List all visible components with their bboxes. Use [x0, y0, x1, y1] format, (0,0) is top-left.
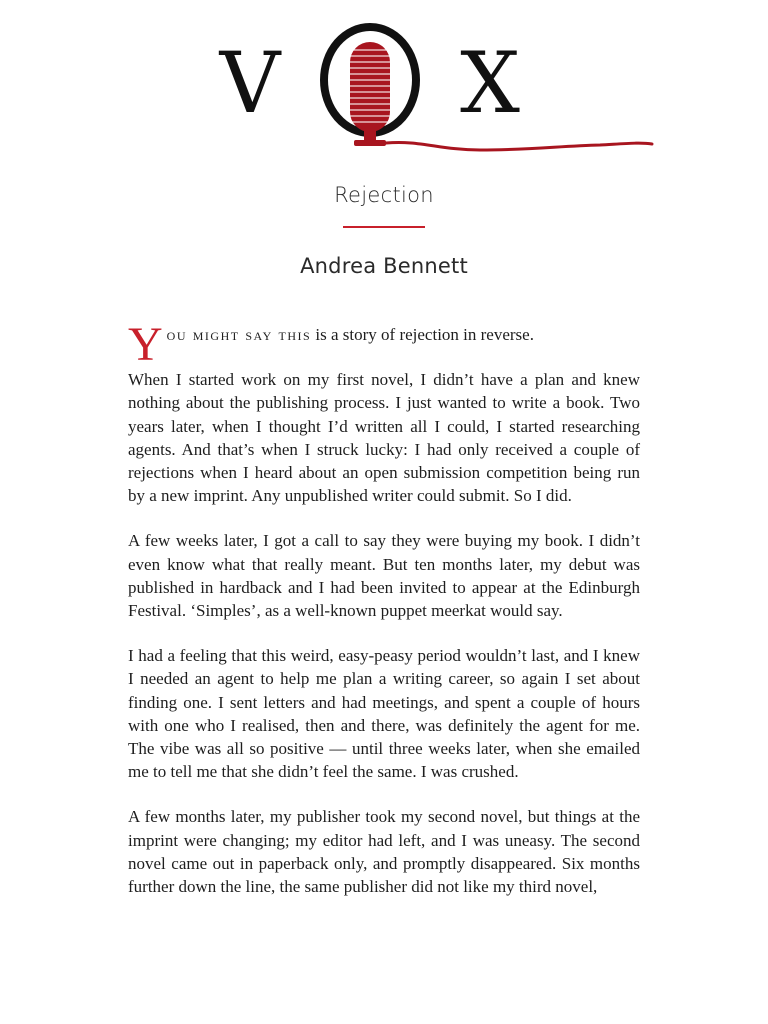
lead-smallcaps: ou might say this [166, 325, 312, 344]
lead-text: is a story of rejection in reverse. [311, 325, 534, 344]
logo-letter-x: X [460, 34, 520, 132]
drop-cap: Y [128, 318, 163, 371]
paragraph-1: When I started work on my first novel, I didn’t have a plan and knew nothing about the publishing process. I just wanted to write a book. Two years later, when I thought I’d written all I could, I started researching agents. And that’s when I struck lucky: I had only received a couple of rejections when I heard about an open submission competition being run by a new imprint. Any unpublished writer could submit. So I did. [128, 370, 640, 506]
paragraph-4: A few months later, my publisher took my second novel, but things at the imprint were changing; my editor had left, and I was uneasy. The second novel came out in paperback only, and promptly disappeared. Six months further down the line, the same publisher did not like my third novel, [128, 807, 640, 897]
mic-cable [386, 142, 652, 150]
article-author: Andrea Bennett [300, 254, 468, 278]
microphone-icon [324, 27, 416, 146]
article-title: Rejection [334, 183, 434, 207]
article-body [128, 318, 640, 920]
title-divider [343, 226, 425, 228]
logo-letter-v: V [219, 34, 281, 132]
vox-logo [0, 0, 768, 170]
paragraph-2: A few weeks later, I got a call to say they were buying my book. I didn’t even know what that really meant. But ten months later, my debut was published in hardback and I had been invited to appear at the Edinburgh Festival. ‘Simples’, as a well-known puppet meerkat would say. [128, 531, 640, 621]
lead-paragraph [128, 318, 640, 371]
masthead [0, 0, 768, 170]
paragraph-3: I had a feeling that this weird, easy-peasy period wouldn’t last, and I knew I needed an agent to help me plan a writing career, so again I set about finding one. I sent letters and had meetings, and spent a couple of hours with one who I realised, then and there, was definitely the agent for me. The vibe was all so positive — until three weeks later, when she emailed me to tell me that she didn’t feel the same. I was crushed. [128, 646, 640, 782]
